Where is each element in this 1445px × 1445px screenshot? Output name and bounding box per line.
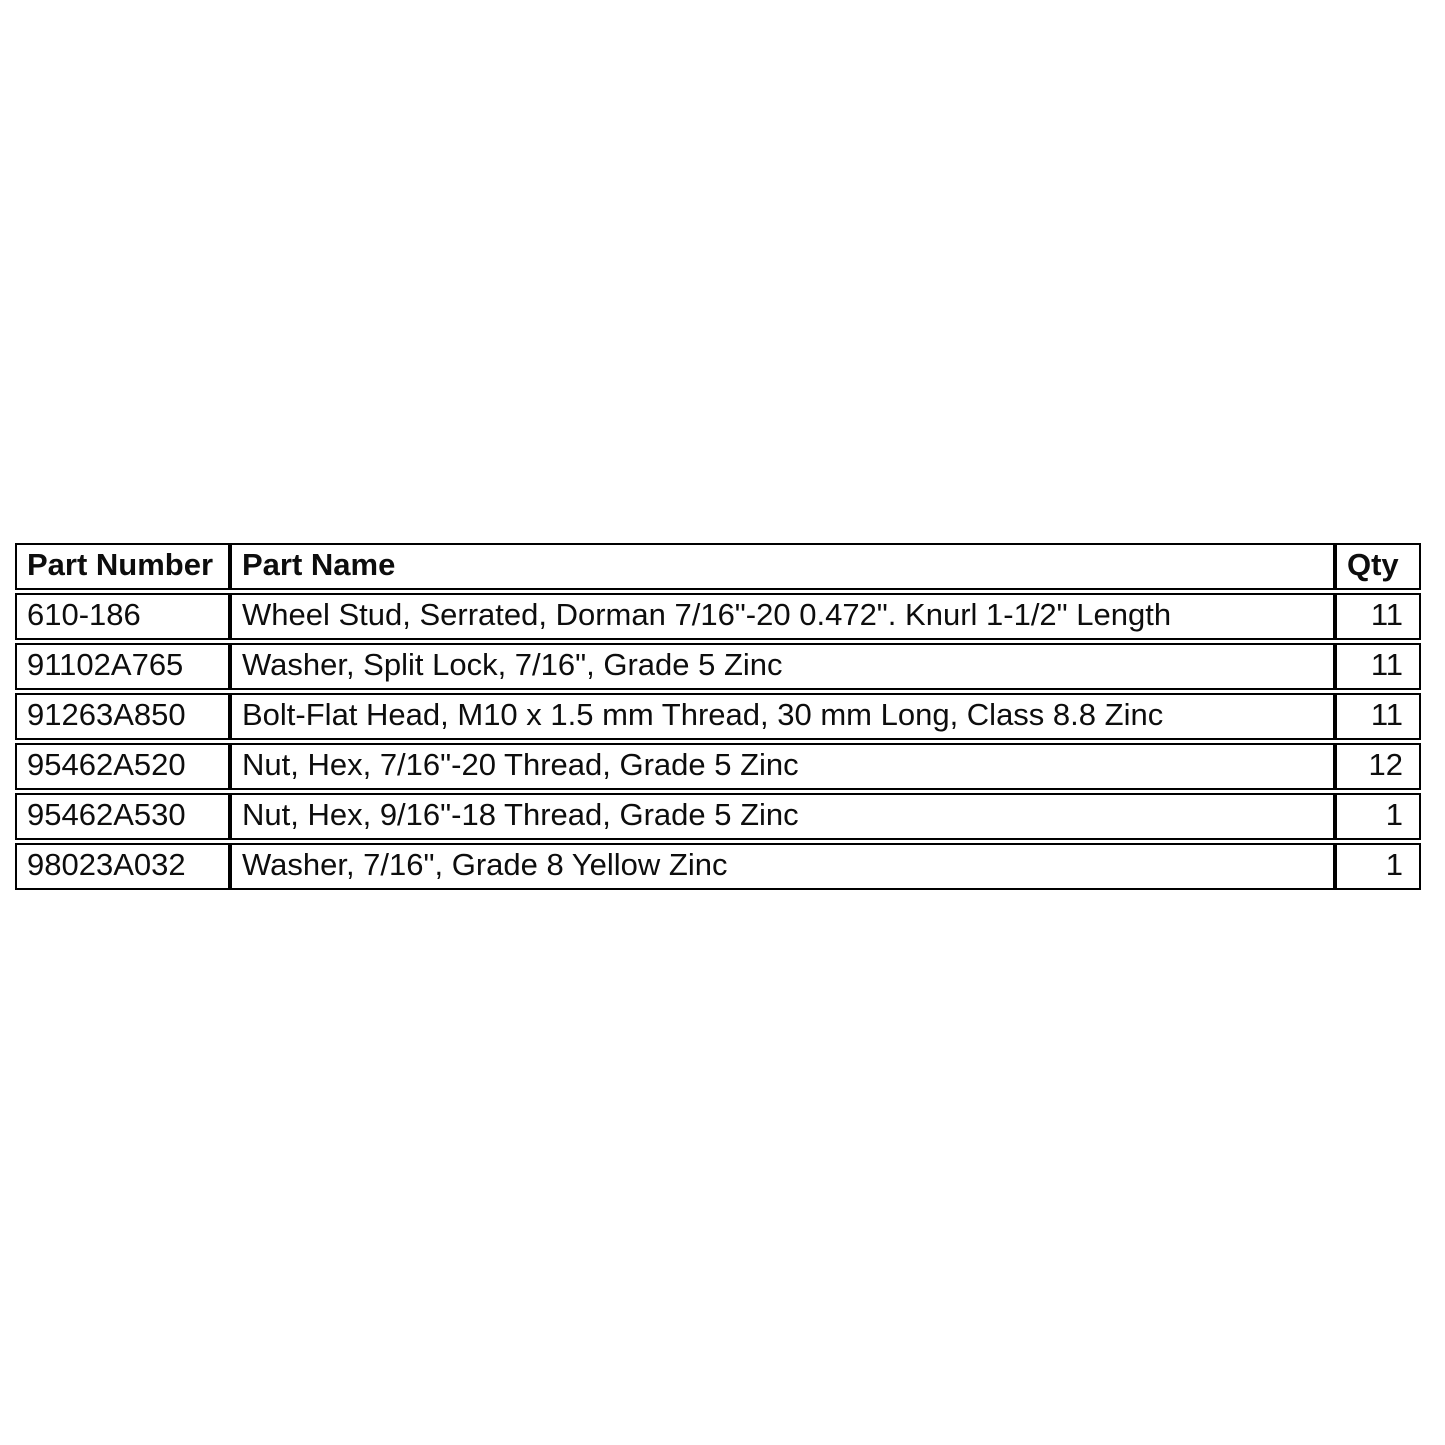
cell-qty: 11 — [1335, 593, 1421, 640]
cell-part-number: 91102A765 — [15, 643, 230, 690]
cell-part-number: 610-186 — [15, 593, 230, 640]
cell-part-number: 95462A520 — [15, 743, 230, 790]
header-row — [15, 543, 1421, 590]
cell-qty: 12 — [1335, 743, 1421, 790]
cell-part-number: 95462A530 — [15, 793, 230, 840]
table-row — [15, 693, 1421, 740]
table-row — [15, 743, 1421, 790]
cell-qty: 1 — [1335, 843, 1421, 890]
cell-part-name: Nut, Hex, 7/16"-20 Thread, Grade 5 Zinc — [230, 743, 1335, 790]
column-header-part-number: Part Number — [15, 543, 230, 590]
cell-part-name: Washer, 7/16", Grade 8 Yellow Zinc — [230, 843, 1335, 890]
table-row — [15, 843, 1421, 890]
table-row — [15, 593, 1421, 640]
cell-part-name: Washer, Split Lock, 7/16", Grade 5 Zinc — [230, 643, 1335, 690]
cell-qty: 11 — [1335, 643, 1421, 690]
cell-part-name: Wheel Stud, Serrated, Dorman 7/16"-20 0.472". Knurl 1-1/2" Length — [230, 593, 1335, 640]
table-row — [15, 643, 1421, 690]
table-row — [15, 793, 1421, 840]
parts-table — [15, 540, 1421, 893]
column-header-part-name: Part Name — [230, 543, 1335, 590]
parts-table-body — [15, 593, 1421, 890]
cell-part-name: Bolt-Flat Head, M10 x 1.5 mm Thread, 30 mm Long, Class 8.8 Zinc — [230, 693, 1335, 740]
cell-part-name: Nut, Hex, 9/16"-18 Thread, Grade 5 Zinc — [230, 793, 1335, 840]
cell-qty: 11 — [1335, 693, 1421, 740]
cell-part-number: 91263A850 — [15, 693, 230, 740]
parts-table-header — [15, 543, 1421, 590]
cell-qty: 1 — [1335, 793, 1421, 840]
parts-list-region — [15, 540, 1421, 893]
cell-part-number: 98023A032 — [15, 843, 230, 890]
column-header-qty: Qty — [1335, 543, 1421, 590]
